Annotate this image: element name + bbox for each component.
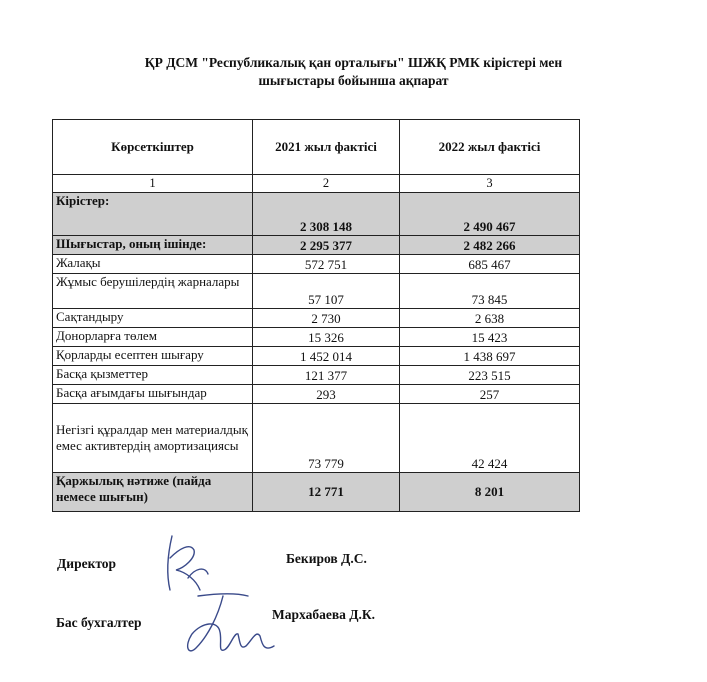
row-label: Жалақы <box>53 255 253 274</box>
table-row <box>53 255 580 274</box>
column-number-row <box>53 175 580 193</box>
table-row <box>53 236 580 255</box>
value-2021: 1 452 014 <box>253 347 400 366</box>
table-row <box>53 473 580 512</box>
table-row <box>53 385 580 404</box>
value-2021: 73 779 <box>253 404 400 473</box>
header-2021: 2021 жыл фактісі <box>253 120 400 175</box>
value-2022: 8 201 <box>400 473 580 512</box>
table-row <box>53 274 580 309</box>
row-label: Қаржылық нәтиже (пайда немесе шығын) <box>53 473 253 512</box>
table-row <box>53 366 580 385</box>
value-2022: 257 <box>400 385 580 404</box>
value-2022: 73 845 <box>400 274 580 309</box>
column-number: 3 <box>400 175 580 193</box>
row-label: Басқа қызметтер <box>53 366 253 385</box>
director-title: Директор <box>57 556 117 571</box>
value-2022: 685 467 <box>400 255 580 274</box>
row-label: Сақтандыру <box>53 309 253 328</box>
table-row <box>53 347 580 366</box>
accountant-name: Мархабаева Д.К. <box>272 607 376 622</box>
document-title <box>0 54 707 90</box>
accountant-title: Бас бухгалтер <box>56 615 142 630</box>
table-header-row <box>53 120 580 175</box>
table-row <box>53 328 580 347</box>
title-line-1: ҚР ДСМ "Республикалық қан орталығы" ШЖҚ РМК кірістері мен <box>144 55 563 70</box>
row-label: Шығыстар, оның ішінде: <box>53 236 253 255</box>
row-label: Басқа ағымдағы шығындар <box>53 385 253 404</box>
table-row <box>53 193 580 236</box>
value-2021: 15 326 <box>253 328 400 347</box>
value-2022: 2 482 266 <box>400 236 580 255</box>
value-2021: 293 <box>253 385 400 404</box>
value-2021: 2 730 <box>253 309 400 328</box>
title-line-2: шығыстары бойынша ақпарат <box>258 73 449 88</box>
column-number: 2 <box>253 175 400 193</box>
value-2022: 2 490 467 <box>400 193 580 236</box>
row-label: Негізгі құралдар мен материалдық емес активтердің амортизациясы <box>53 404 253 473</box>
value-2021: 572 751 <box>253 255 400 274</box>
header-2022: 2022 жыл фактісі <box>400 120 580 175</box>
value-2022: 1 438 697 <box>400 347 580 366</box>
value-2021: 12 771 <box>253 473 400 512</box>
row-label: Қорларды есептен шығару <box>53 347 253 366</box>
table-row <box>53 309 580 328</box>
income-expense-table <box>52 119 580 512</box>
director-name: Бекиров Д.С. <box>286 551 367 566</box>
header-indicators: Көрсеткіштер <box>53 120 253 175</box>
value-2021: 2 295 377 <box>253 236 400 255</box>
value-2021: 57 107 <box>253 274 400 309</box>
value-2022: 2 638 <box>400 309 580 328</box>
value-2022: 223 515 <box>400 366 580 385</box>
value-2022: 42 424 <box>400 404 580 473</box>
table-row <box>53 404 580 473</box>
value-2021: 2 308 148 <box>253 193 400 236</box>
value-2022: 15 423 <box>400 328 580 347</box>
accountant-signature <box>178 586 278 666</box>
row-label: Кірістер: <box>53 193 253 236</box>
column-number: 1 <box>53 175 253 193</box>
value-2021: 121 377 <box>253 366 400 385</box>
row-label: Донорларға төлем <box>53 328 253 347</box>
row-label: Жұмыс берушілердің жарналары <box>53 274 253 309</box>
